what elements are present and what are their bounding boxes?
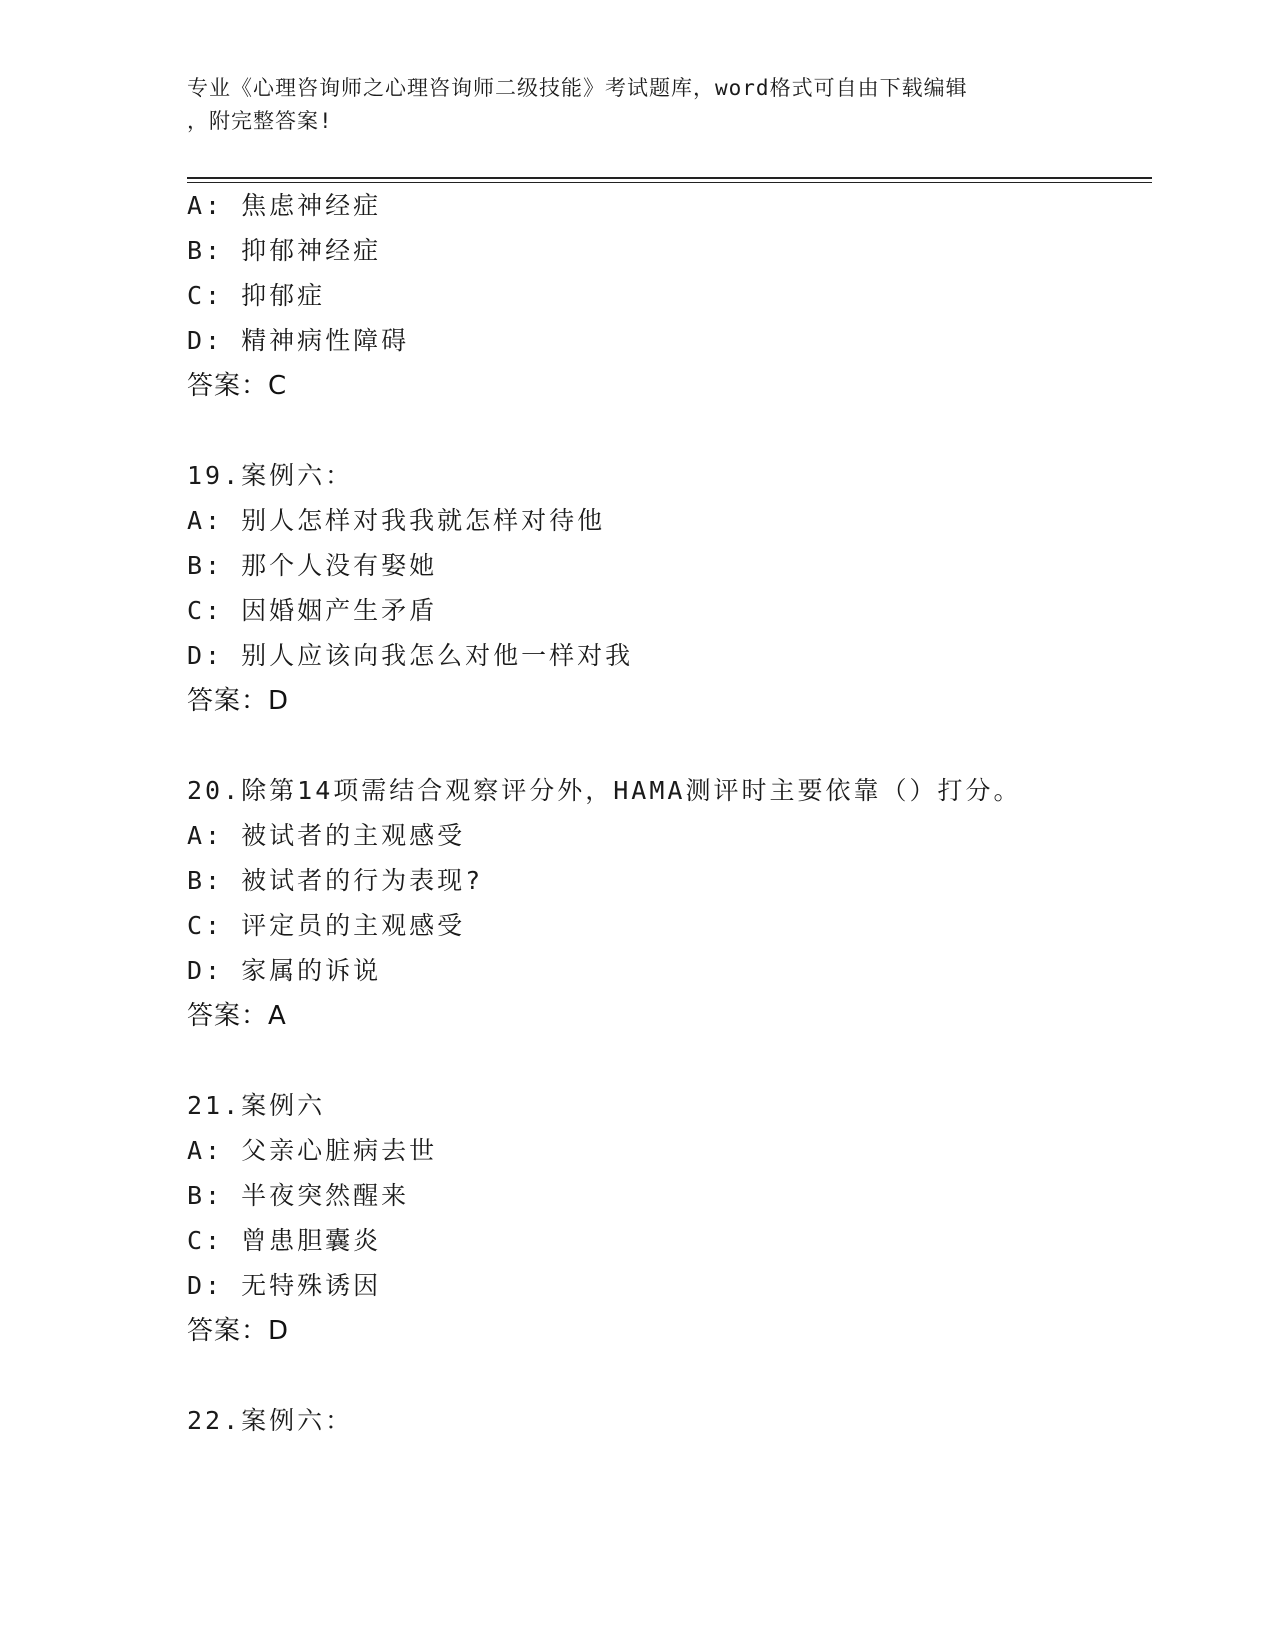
q20-title: 20.除第14项需结合观察评分外，HAMA测评时主要依靠（）打分。 bbox=[187, 776, 1022, 805]
q20-answer: 答案：A bbox=[187, 1001, 287, 1031]
header-line-2: ，附完整答案! bbox=[187, 109, 333, 133]
q19-option-b: B: 那个人没有娶她 bbox=[187, 551, 438, 580]
q18-option-b: B: 抑郁神经症 bbox=[187, 236, 382, 265]
q19-title: 19.案例六： bbox=[187, 461, 354, 490]
document-header bbox=[187, 72, 1067, 138]
q21-option-a: A: 父亲心脏病去世 bbox=[187, 1136, 438, 1165]
header-divider-thin bbox=[187, 182, 1152, 183]
q21-option-b: B: 半夜突然醒来 bbox=[187, 1181, 410, 1210]
q18-option-c: C: 抑郁症 bbox=[187, 281, 326, 310]
q20-option-d: D: 家属的诉说 bbox=[187, 956, 382, 985]
q19-answer: 答案：D bbox=[187, 686, 290, 716]
header-line-1: 专业《心理咨询师之心理咨询师二级技能》考试题库，word格式可自由下载编辑 bbox=[187, 76, 968, 100]
q18-answer: 答案：C bbox=[187, 371, 288, 401]
q21-option-c: C: 曾患胆囊炎 bbox=[187, 1226, 382, 1255]
q22-title: 22.案例六： bbox=[187, 1406, 354, 1435]
q20-option-a: A: 被试者的主观感受 bbox=[187, 821, 466, 850]
q19-option-d: D: 别人应该向我怎么对他一样对我 bbox=[187, 641, 634, 670]
q20-option-c: C: 评定员的主观感受 bbox=[187, 911, 466, 940]
q19-option-a: A: 别人怎样对我我就怎样对待他 bbox=[187, 506, 606, 535]
q19-option-c: C: 因婚姻产生矛盾 bbox=[187, 596, 438, 625]
q21-option-d: D: 无特殊诱因 bbox=[187, 1271, 382, 1300]
q21-title: 21.案例六 bbox=[187, 1091, 326, 1120]
q18-option-a: A: 焦虑神经症 bbox=[187, 191, 382, 220]
header-divider-thick bbox=[187, 177, 1152, 179]
q18-option-d: D: 精神病性障碍 bbox=[187, 326, 410, 355]
q21-answer: 答案：D bbox=[187, 1316, 290, 1346]
q20-option-b: B: 被试者的行为表现? bbox=[187, 866, 484, 895]
